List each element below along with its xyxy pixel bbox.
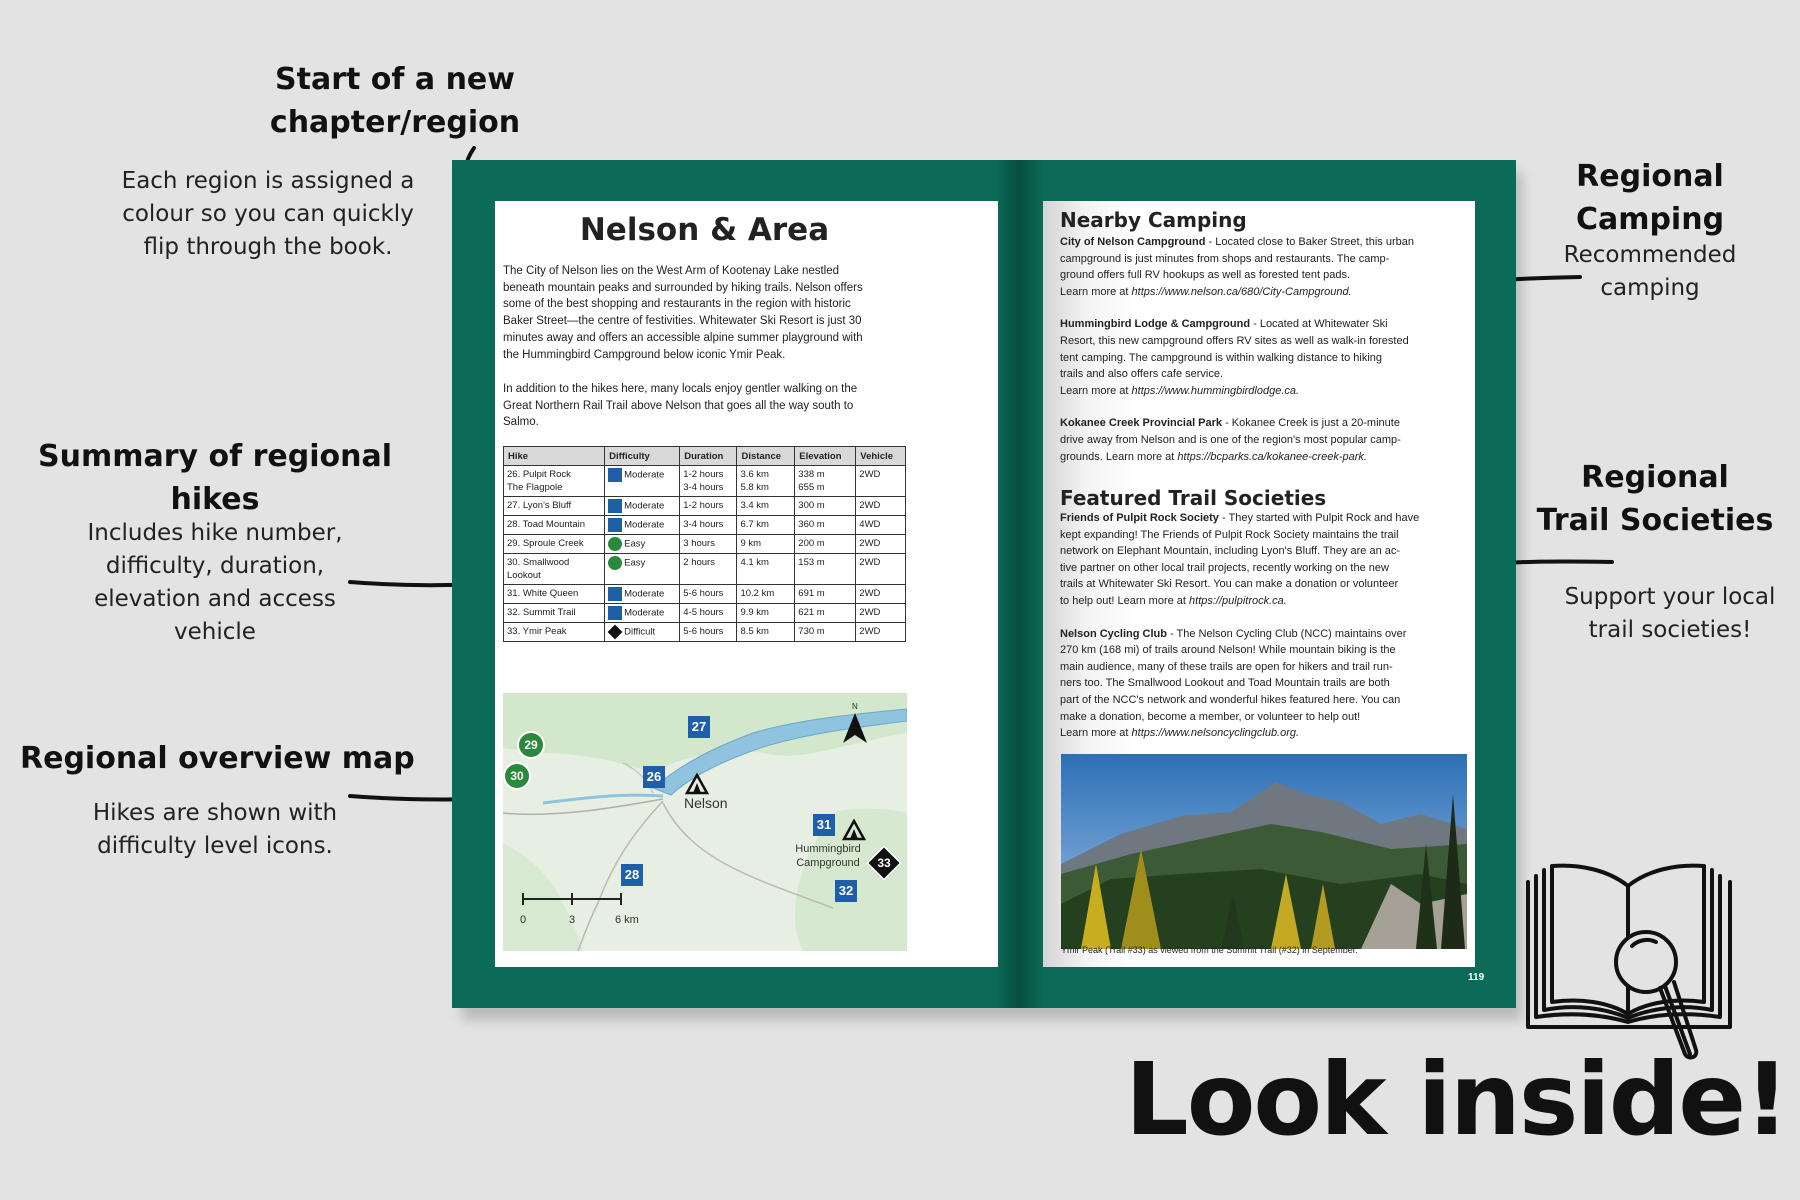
map-marker-26: 26 [643,766,665,788]
cell-vehicle: 2WD [856,585,906,604]
moderate-difficulty-icon [608,606,622,620]
hikes-table-body [504,466,906,642]
cell-distance: 8.5 km [737,623,795,642]
annotation-map-title: Regional overview map [20,741,415,776]
scale-label-6: 6 km [615,914,639,926]
map-marker-32: 32 [835,880,857,902]
camping-entry: Kokanee Creek Provincial Park - Kokanee Creek is just a 20-minute drive away from Nelson and is one of the region's most popular camp- grounds. Learn more at https://bcparks.ca/kokanee-creek-park. [1060,417,1401,463]
camping-entry: City of Nelson Campground - Located close to Baker Street, this urban campground is just minutes from shops and restaurants. The camp- ground offers full RV hookups as well as forested tent pads. Learn more at https://www.nelson.ca/680/City-Campground. [1060,236,1414,298]
moderate-difficulty-icon [608,587,622,601]
map-marker-30: 30 [503,762,531,790]
cell-elevation: 730 m [795,623,856,642]
cell-distance: 9.9 km [737,604,795,623]
annotation-chapter-title: Start of a new chapter/region [269,62,521,140]
cell-elevation: 691 m [795,585,856,604]
table-row [504,516,906,535]
cell-distance: 3.6 km 5.8 km [737,466,795,497]
col-elevation: Elevation [795,447,856,466]
book-gutter-shadow [995,160,1043,1008]
camping-heading: Nearby Camping [1060,208,1247,232]
easy-difficulty-icon [608,537,622,551]
cell-difficulty: Moderate [605,516,680,535]
camping-entry: Hummingbird Lodge & Campground - Located at Whitewater Ski Resort, this new campground offers RV sites as well as walk-in forested tent camping. The campground is within walking distance to hiking trails and also offers cafe service. Learn more at https://www.hummingbirdlodge.ca. [1060,318,1409,397]
moderate-difficulty-icon [608,499,622,513]
cell-duration: 1-2 hours 3-4 hours [680,466,737,497]
entry-link[interactable]: https://www.hummingbirdlodge.ca. [1131,384,1300,397]
scale-label-0: 0 [520,914,527,926]
intro-paragraph: The City of Nelson lies on the West Arm of Kootenay Lake nestled beneath mountain peaks and surrounded by hiking trails. Nelson offers some of the best shopping and restaurants in the region with historic Baker Street—the centre of festivities. Whitewater Ski Resort is just 30 minutes away and offers an accessible alpine summer playground with the Hummingbird Campground below iconic Ymir Peak. [503,265,863,361]
moderate-difficulty-icon [608,468,622,482]
societies-list [1060,510,1470,758]
cell-difficulty: Easy [605,535,680,554]
easy-difficulty-icon [608,556,622,570]
cell-difficulty: Easy [605,554,680,585]
hikes-table [503,446,906,642]
map-town-label: Nelson [684,795,728,811]
map-marker-27: 27 [688,716,710,738]
map-marker-29: 29 [517,731,545,759]
col-distance: Distance [737,447,795,466]
col-vehicle: Vehicle [856,447,906,466]
map-marker-33: 33 [866,845,903,882]
rail-trail-paragraph: In addition to the hikes here, many locals enjoy gentler walking on the Great Northern Rail Trail above Nelson that goes all the way south to Salmo. [503,383,858,429]
annotation-camping-title: Regional Camping [1575,159,1725,237]
north-label: N [852,702,858,711]
cell-elevation: 621 m [795,604,856,623]
cell-hike: 27. Lyon's Bluff [504,497,605,516]
camping-list [1060,234,1470,481]
cell-distance: 6.7 km [737,516,795,535]
entry-name: Friends of Pulpit Rock Society [1060,512,1219,524]
cell-elevation: 360 m [795,516,856,535]
annotation-societies-body: Support your local trail societies! [1564,584,1776,643]
table-row [504,554,906,585]
annotation-hikes-body: Includes hike number, difficulty, duration, elevation and access vehicle [87,520,343,645]
annotation-chapter-body: Each region is assigned a colour so you can quickly flip through the book. [121,168,415,260]
table-row [504,585,906,604]
cell-distance: 10.2 km [737,585,795,604]
table-row [504,497,906,516]
entry-name: Hummingbird Lodge & Campground [1060,318,1251,331]
cell-duration: 4-5 hours [680,604,737,623]
cell-vehicle: 2WD [856,535,906,554]
societies-entry: Nelson Cycling Club - The Nelson Cycling Club (NCC) maintains over 270 km (168 mi) of trails around Nelson! While mountain biking is the main audience, many of these trails are open for hikers and trail run- ners too. The Smallwood Lookout and Toad Mountain trails are both part of the NCC's network and wonderful hikes featured here. You can make a donation, become a member, or volunteer to help out! Learn more at https://www.nelsoncyclingclub.org. [1060,627,1407,740]
table-row [504,623,906,642]
cell-difficulty: Moderate [605,604,680,623]
annotation-camping-body: Recommended camping [1563,242,1737,301]
cell-vehicle: 2WD [856,466,906,497]
table-row [504,604,906,623]
cell-difficulty: Moderate [605,466,680,497]
tent-icon [685,773,709,795]
entry-name: Kokanee Creek Provincial Park [1060,417,1223,430]
cell-hike: 29. Sproule Creek [504,535,605,554]
look-inside-title: Look inside! [1125,1041,1788,1158]
photo-caption: Ymir Peak (Trail #33) as viewed from the Summit Trail (#32) in September. [1061,945,1358,955]
cell-duration: 3 hours [680,535,737,554]
cell-duration: 1-2 hours [680,497,737,516]
cell-duration: 5-6 hours [680,623,737,642]
cell-hike: 26. Pulpit Rock The Flagpole [504,466,605,497]
cell-hike: 28. Toad Mountain [504,516,605,535]
cell-difficulty: Moderate [605,585,680,604]
north-arrow-icon [841,711,869,745]
cell-difficulty: Moderate [605,497,680,516]
entry-link[interactable]: https://www.nelsoncyclingclub.org. [1131,727,1300,740]
cell-vehicle: 2WD [856,497,906,516]
tent-icon [842,819,866,841]
table-row [504,466,906,497]
cell-elevation: 300 m [795,497,856,516]
cell-hike: 31. White Queen [504,585,605,604]
cell-difficulty: Difficult [605,623,680,642]
cell-elevation: 200 m [795,535,856,554]
cell-duration: 5-6 hours [680,585,737,604]
entry-link[interactable]: https://www.nelson.ca/680/City-Campground. [1131,285,1352,298]
cell-hike: 32. Summit Trail [504,604,605,623]
cell-vehicle: 2WD [856,604,906,623]
table-header-row [504,447,906,466]
page-title: Nelson & Area [579,212,830,248]
cell-duration: 2 hours [680,554,737,585]
col-duration: Duration [680,447,737,466]
cell-vehicle: 2WD [856,623,906,642]
col-difficulty: Difficulty [605,447,680,466]
ymir-peak-photo [1061,754,1467,949]
annotation-societies-title: Regional Trail Societies [1536,460,1774,538]
entry-link[interactable]: https://pulpitrock.ca. [1189,594,1287,607]
societies-heading: Featured Trail Societies [1060,486,1327,510]
cell-distance: 9 km [737,535,795,554]
page-number: 119 [1468,972,1485,983]
moderate-difficulty-icon [608,518,622,532]
cell-elevation: 153 m [795,554,856,585]
difficult-difficulty-icon [608,625,623,640]
map-marker-31: 31 [813,814,835,836]
cell-duration: 3-4 hours [680,516,737,535]
table-row [504,535,906,554]
cell-vehicle: 4WD [856,516,906,535]
cell-distance: 4.1 km [737,554,795,585]
regional-overview-map [503,693,907,951]
scale-label-3: 3 [569,914,576,926]
map-campground-label: Hummingbird Campground [795,843,861,869]
cell-elevation: 338 m 655 m [795,466,856,497]
cell-hike: 30. Smallwood Lookout [504,554,605,585]
col-hike: Hike [504,447,605,466]
cell-hike: 33. Ymir Peak [504,623,605,642]
entry-name: City of Nelson Campground [1060,236,1206,248]
annotation-map-body: Hikes are shown with difficulty level icons. [92,800,338,859]
cell-vehicle: 2WD [856,554,906,585]
entry-name: Nelson Cycling Club [1060,627,1167,640]
map-marker-28: 28 [621,864,643,886]
societies-entry: Friends of Pulpit Rock Society - They started with Pulpit Rock and have kept expanding! The Friends of Pulpit Rock Society maintains the trail network on Elephant Mountain, including Lyon's Bluff. They are an ac- tive partner on other local trail projects, recently working on the new trails at Whitewater Ski Resort. You can make a donation or volunteer to help out! Learn more at https://pulpitrock.ca. [1060,512,1420,607]
entry-link[interactable]: https://bcparks.ca/kokanee-creek-park. [1177,450,1367,463]
cell-distance: 3.4 km [737,497,795,516]
annotation-hikes-title: Summary of regional hikes [37,439,393,517]
